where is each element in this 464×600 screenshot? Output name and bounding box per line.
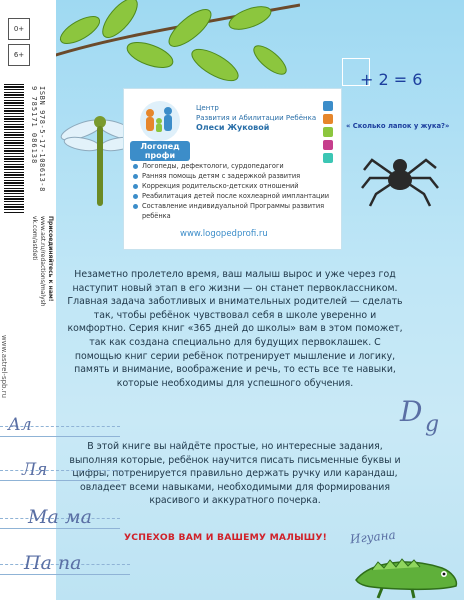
list-item: Ранняя помощь детям с задержкой развития <box>132 171 341 181</box>
list-item: Реабилитация детей после кохлеарной имплантации <box>132 191 341 201</box>
services-list <box>132 161 341 221</box>
center-title: Центр Развития и Абилитации Ребёнка Олеси Жуковой <box>196 104 317 132</box>
logo-text: Логопед профи <box>130 141 190 161</box>
list-item: Составление индивидуальной Программы развития ребёнка <box>132 201 341 221</box>
heart-icon <box>323 140 333 150</box>
social-link: vk.com/astdeti <box>31 216 38 261</box>
logoped-url: www.logopedprofi.ru <box>180 229 268 239</box>
barcode <box>4 84 24 214</box>
logoped-info-card <box>123 88 342 250</box>
join-us-text: Присоединяйтесь к нам! <box>47 216 54 302</box>
iguana-illustration <box>352 540 462 600</box>
age-rating-box: 6+ <box>8 44 30 66</box>
cursive-letter: D <box>400 395 423 428</box>
cursive-letter: g <box>425 412 440 437</box>
intro-paragraph: Незаметно пролетело время, ваш малыш вырос и уже через год наступит новый этап в его жизни — он станет первоклассником. Главная задача заботливых и внимательных родителей — сделать так, чтобы ребёнок чувствовал себя в школе уверенно и комфортно. Серия книг «365 дней до школы» вам в этом поможет, так как создана специально для будущих первоклашек. С помощью книг серии ребёнок потренирует мышление и логику, память и внимание, воображение и речь, то есть все те навыки, которые необходимы для успешного обучения. <box>67 269 403 389</box>
isbn-digits: 9 785171 086138 <box>30 86 38 165</box>
handwriting-sample: Ма ма <box>28 506 92 528</box>
list-item: Логопеды, дефектологи, сурдопедагоги <box>132 161 341 171</box>
math-expression: + 2 = 6 <box>360 70 423 89</box>
website-text: www.astrel-spb.ru <box>0 335 8 399</box>
spider-illustration <box>360 140 440 210</box>
handwriting-sample: Па па <box>24 552 82 574</box>
heart-icon <box>323 101 333 111</box>
handwriting-sample: Ля <box>22 460 48 480</box>
isbn-text: ISBN 978-5-17-108613-8 <box>38 86 46 192</box>
heart-icons <box>323 101 333 163</box>
list-item: Коррекция родительско-детских отношений <box>132 181 341 191</box>
branch-leaves-illustration <box>40 0 300 100</box>
publisher-url: www.ast.ru/redactions/malysh <box>39 216 46 307</box>
spider-question: « Сколько лапок у жука?» <box>346 122 450 130</box>
iguana-label: Игуана <box>349 527 397 547</box>
heart-icon <box>323 114 333 124</box>
heart-icon <box>323 127 333 137</box>
handwriting-sample: Ал <box>8 415 32 435</box>
age-rating-box: 0+ <box>8 18 30 40</box>
description-paragraph: В этой книге вы найдёте простые, но интересные задания, выполняя которые, ребёнок научится писать письменные буквы и цифры, потренируется правильно держать ручку или карандаш, овладеет всеми навыками, необходимыми для формирования красивого и аккуратного почерка. <box>69 441 401 507</box>
slogan: УСПЕХОВ ВАМ И ВАШЕМУ МАЛЫШУ! <box>124 532 328 543</box>
